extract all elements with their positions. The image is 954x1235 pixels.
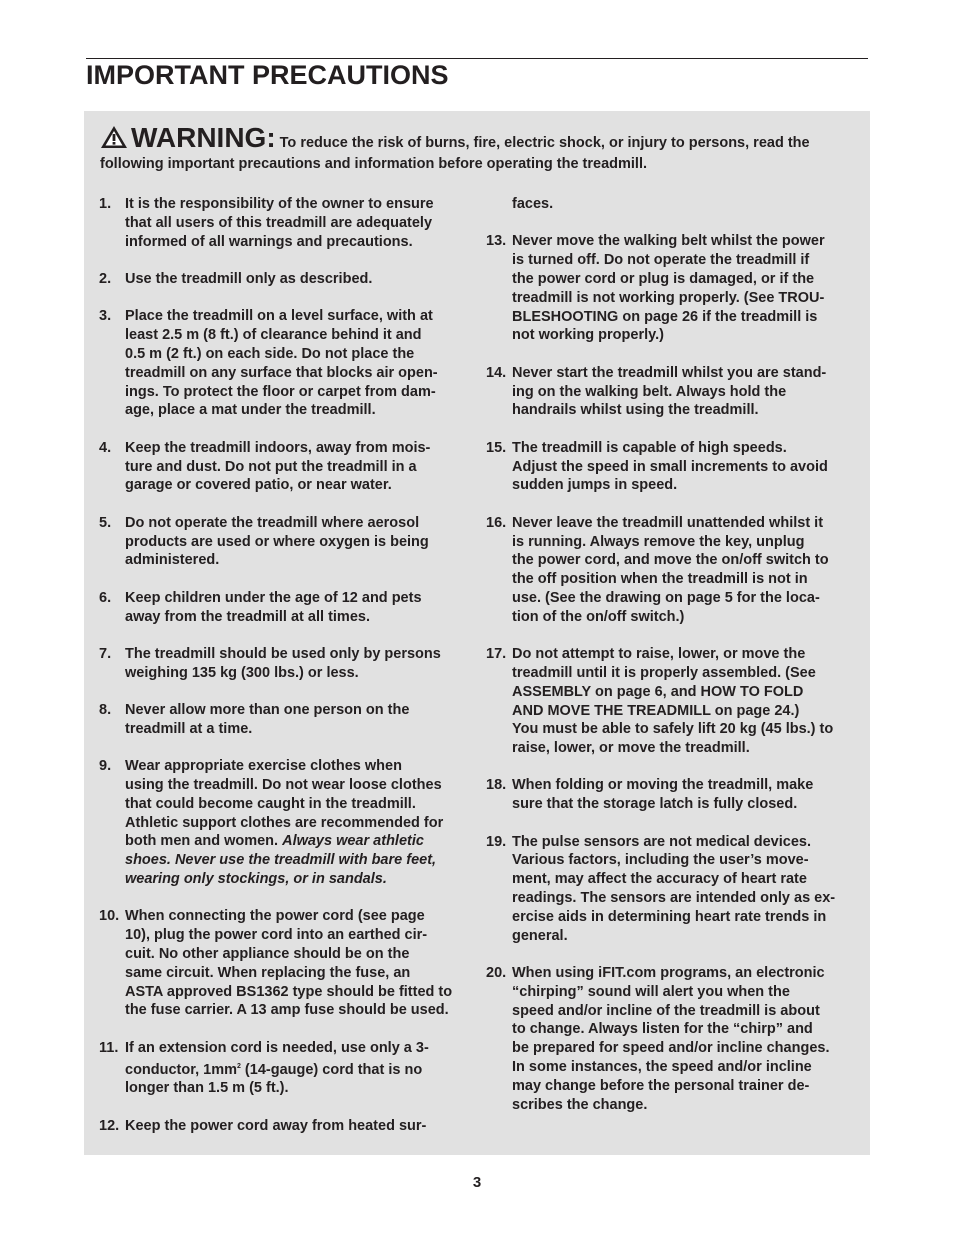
- precaution-item: [486, 195, 858, 214]
- precaution-item: [99, 907, 471, 1020]
- precaution-item: [99, 701, 471, 739]
- item-text: Keep children under the age of 12 and pets away from the treadmill at all times.: [125, 589, 422, 625]
- item-text: It is the responsibility of the owner to ensure that all users of this treadmill are adequately informed of all warnings and precautions.: [125, 196, 434, 250]
- item-number: 12.: [99, 1117, 120, 1134]
- precaution-item: [486, 833, 858, 946]
- item-number: 6.: [99, 589, 112, 606]
- item-text: Do not attempt to raise, lower, or move the treadmill until it is properly assembled. (See ASSEMBLY on page 6, and HOW TO FOLD AND MOVE THE TREADMILL on page 24.) You must be able to safely lift 20 kg (45 lbs.) to raise, lower, or move the treadmill.: [512, 646, 834, 757]
- item-text: Never start the treadmill whilst you are stand- ing on the walking belt. Always hold the handrails whilst using the treadmill.: [512, 364, 827, 419]
- item-number: 5.: [99, 514, 112, 531]
- precaution-item: [99, 1039, 471, 1098]
- item-number: 13.: [486, 233, 507, 250]
- item-text: Keep the treadmill indoors, away from mois- ture and dust. Do not put the treadmill in a garage or covered patio, or near water.: [125, 439, 431, 494]
- item-text: When using iFIT.com programs, an electronic “chirping” sound will alert you when the speed and/or incline of the treadmill is about to change. Always listen for the “chirp” and be prepared for speed and/or incline changes. In some instances, the speed and/or incline may change before the personal trainer de- scribes the change.: [512, 965, 830, 1113]
- precaution-item: [99, 307, 471, 420]
- item-number: 10.: [99, 908, 120, 925]
- right-column: [486, 195, 858, 1133]
- precaution-item: [99, 195, 471, 251]
- item-text: Use the treadmill only as described.: [125, 270, 373, 287]
- item-number: 11.: [99, 1039, 119, 1056]
- warning-text: To reduce the risk of burns, fire, electric shock, or injury to persons, read the following important precautions and information before operating the treadmill.: [100, 135, 810, 172]
- top-rule: [86, 58, 868, 59]
- superscript: 2: [237, 1062, 241, 1070]
- item-text: The treadmill is capable of high speeds. Adjust the speed in small increments to avoid sudden jumps in speed.: [512, 439, 828, 494]
- item-number: 15.: [486, 439, 507, 456]
- item-number: 3.: [99, 308, 112, 325]
- precaution-item: [99, 757, 471, 889]
- item-number: 17.: [486, 646, 507, 663]
- item-number: 7.: [99, 645, 112, 662]
- precaution-item: [486, 364, 858, 420]
- page-title: IMPORTANT PRECAUTIONS: [86, 60, 449, 90]
- item-text: Place the treadmill on a level surface, with at least 2.5 m (8 ft.) of clearance behind it and 0.5 m (2 ft.) on each side. Do not place the treadmill on any surface that blocks air open- ings. To protect the floor or carpet from dam- age, place a mat under the treadmill.: [125, 308, 438, 419]
- warning-block: [100, 124, 860, 174]
- item-text: Do not operate the treadmill where aerosol products are used or where oxygen is being administered.: [125, 514, 429, 569]
- item-number: 4.: [99, 439, 112, 456]
- item-number: 1.: [99, 196, 112, 212]
- precaution-item: [486, 776, 858, 814]
- item-text-container: [125, 1039, 471, 1098]
- item-text: Keep the power cord away from heated sur-: [125, 1117, 427, 1134]
- item-text: (14-gauge) cord that is no longer than 1.5 m (5 ft.).: [125, 1061, 423, 1097]
- item-text: Wear appropriate exercise clothes when using the treadmill. Do not wear loose clothes that could become caught in the treadmill. Athletic support clothes are recommended for both men and women.: [125, 758, 444, 850]
- item-number: 18.: [486, 777, 507, 794]
- precaution-item: [99, 439, 471, 495]
- left-column: [99, 195, 471, 1154]
- warning-triangle-icon: [100, 125, 128, 155]
- item-number: 14.: [486, 364, 507, 381]
- page-number: 3: [472, 1174, 482, 1191]
- item-number: 16.: [486, 514, 507, 531]
- item-text: Never leave the treadmill unattended whilst it is running. Always remove the key, unplug the power cord, and move the on/off switch to the off position when the treadmill is not in use. (See the drawing on page 5 for the loca- tion of the on/off switch.): [512, 514, 829, 625]
- precaution-item: [99, 514, 471, 570]
- item-text: Never allow more than one person on the treadmill at a time.: [125, 702, 410, 737]
- item-text: If an extension cord is needed, use only a 3- conductor, 1mm: [125, 1039, 429, 1078]
- item-number: [486, 195, 512, 214]
- precaution-item: [486, 514, 858, 627]
- precaution-item: [486, 645, 858, 758]
- precaution-item: [486, 232, 858, 345]
- precaution-item: [486, 439, 858, 495]
- item-italic-text: Always wear athletic shoes. Never use the treadmill with bare feet, wearing only stockings, or in sandals.: [125, 833, 437, 888]
- item-text: Never move the walking belt whilst the power is turned off. Do not operate the treadmill if the power cord or plug is damaged, or if the treadmill is not working properly. (See TROU- BLESHOOTING on page 26 if the treadmill is not working properly.): [512, 233, 825, 344]
- item-number: 20.: [486, 965, 507, 982]
- item-number: 2.: [99, 270, 112, 287]
- precaution-item: [99, 1117, 471, 1136]
- item-text-container: [125, 757, 471, 889]
- warning-word: WARNING:: [131, 122, 276, 153]
- item-number: 19.: [486, 833, 507, 850]
- precaution-item: [99, 270, 471, 289]
- precaution-item: [486, 964, 858, 1114]
- item-text: faces.: [512, 196, 554, 212]
- item-text: When connecting the power cord (see page 10), plug the power cord into an earthed cir- cuit. No other appliance should be on the same circuit. When replacing the fuse, an ASTA approved BS1362 type should be fitted to the fuse carrier. A 13 amp fuse should be used.: [125, 908, 453, 1019]
- item-text: The pulse sensors are not medical devices. Various factors, including the user’s move- ment, may affect the accuracy of heart rate readings. The sensors are intended only as ex- ercise aids in determining heart rate trends in general.: [512, 833, 836, 944]
- item-text: The treadmill should be used only by persons weighing 135 kg (300 lbs.) or less.: [125, 645, 441, 681]
- item-text: When folding or moving the treadmill, make sure that the storage latch is fully closed.: [512, 777, 814, 813]
- precaution-item: [99, 645, 471, 683]
- item-number: 9.: [99, 758, 112, 775]
- item-number: 8.: [99, 702, 112, 719]
- precaution-item: [99, 589, 471, 627]
